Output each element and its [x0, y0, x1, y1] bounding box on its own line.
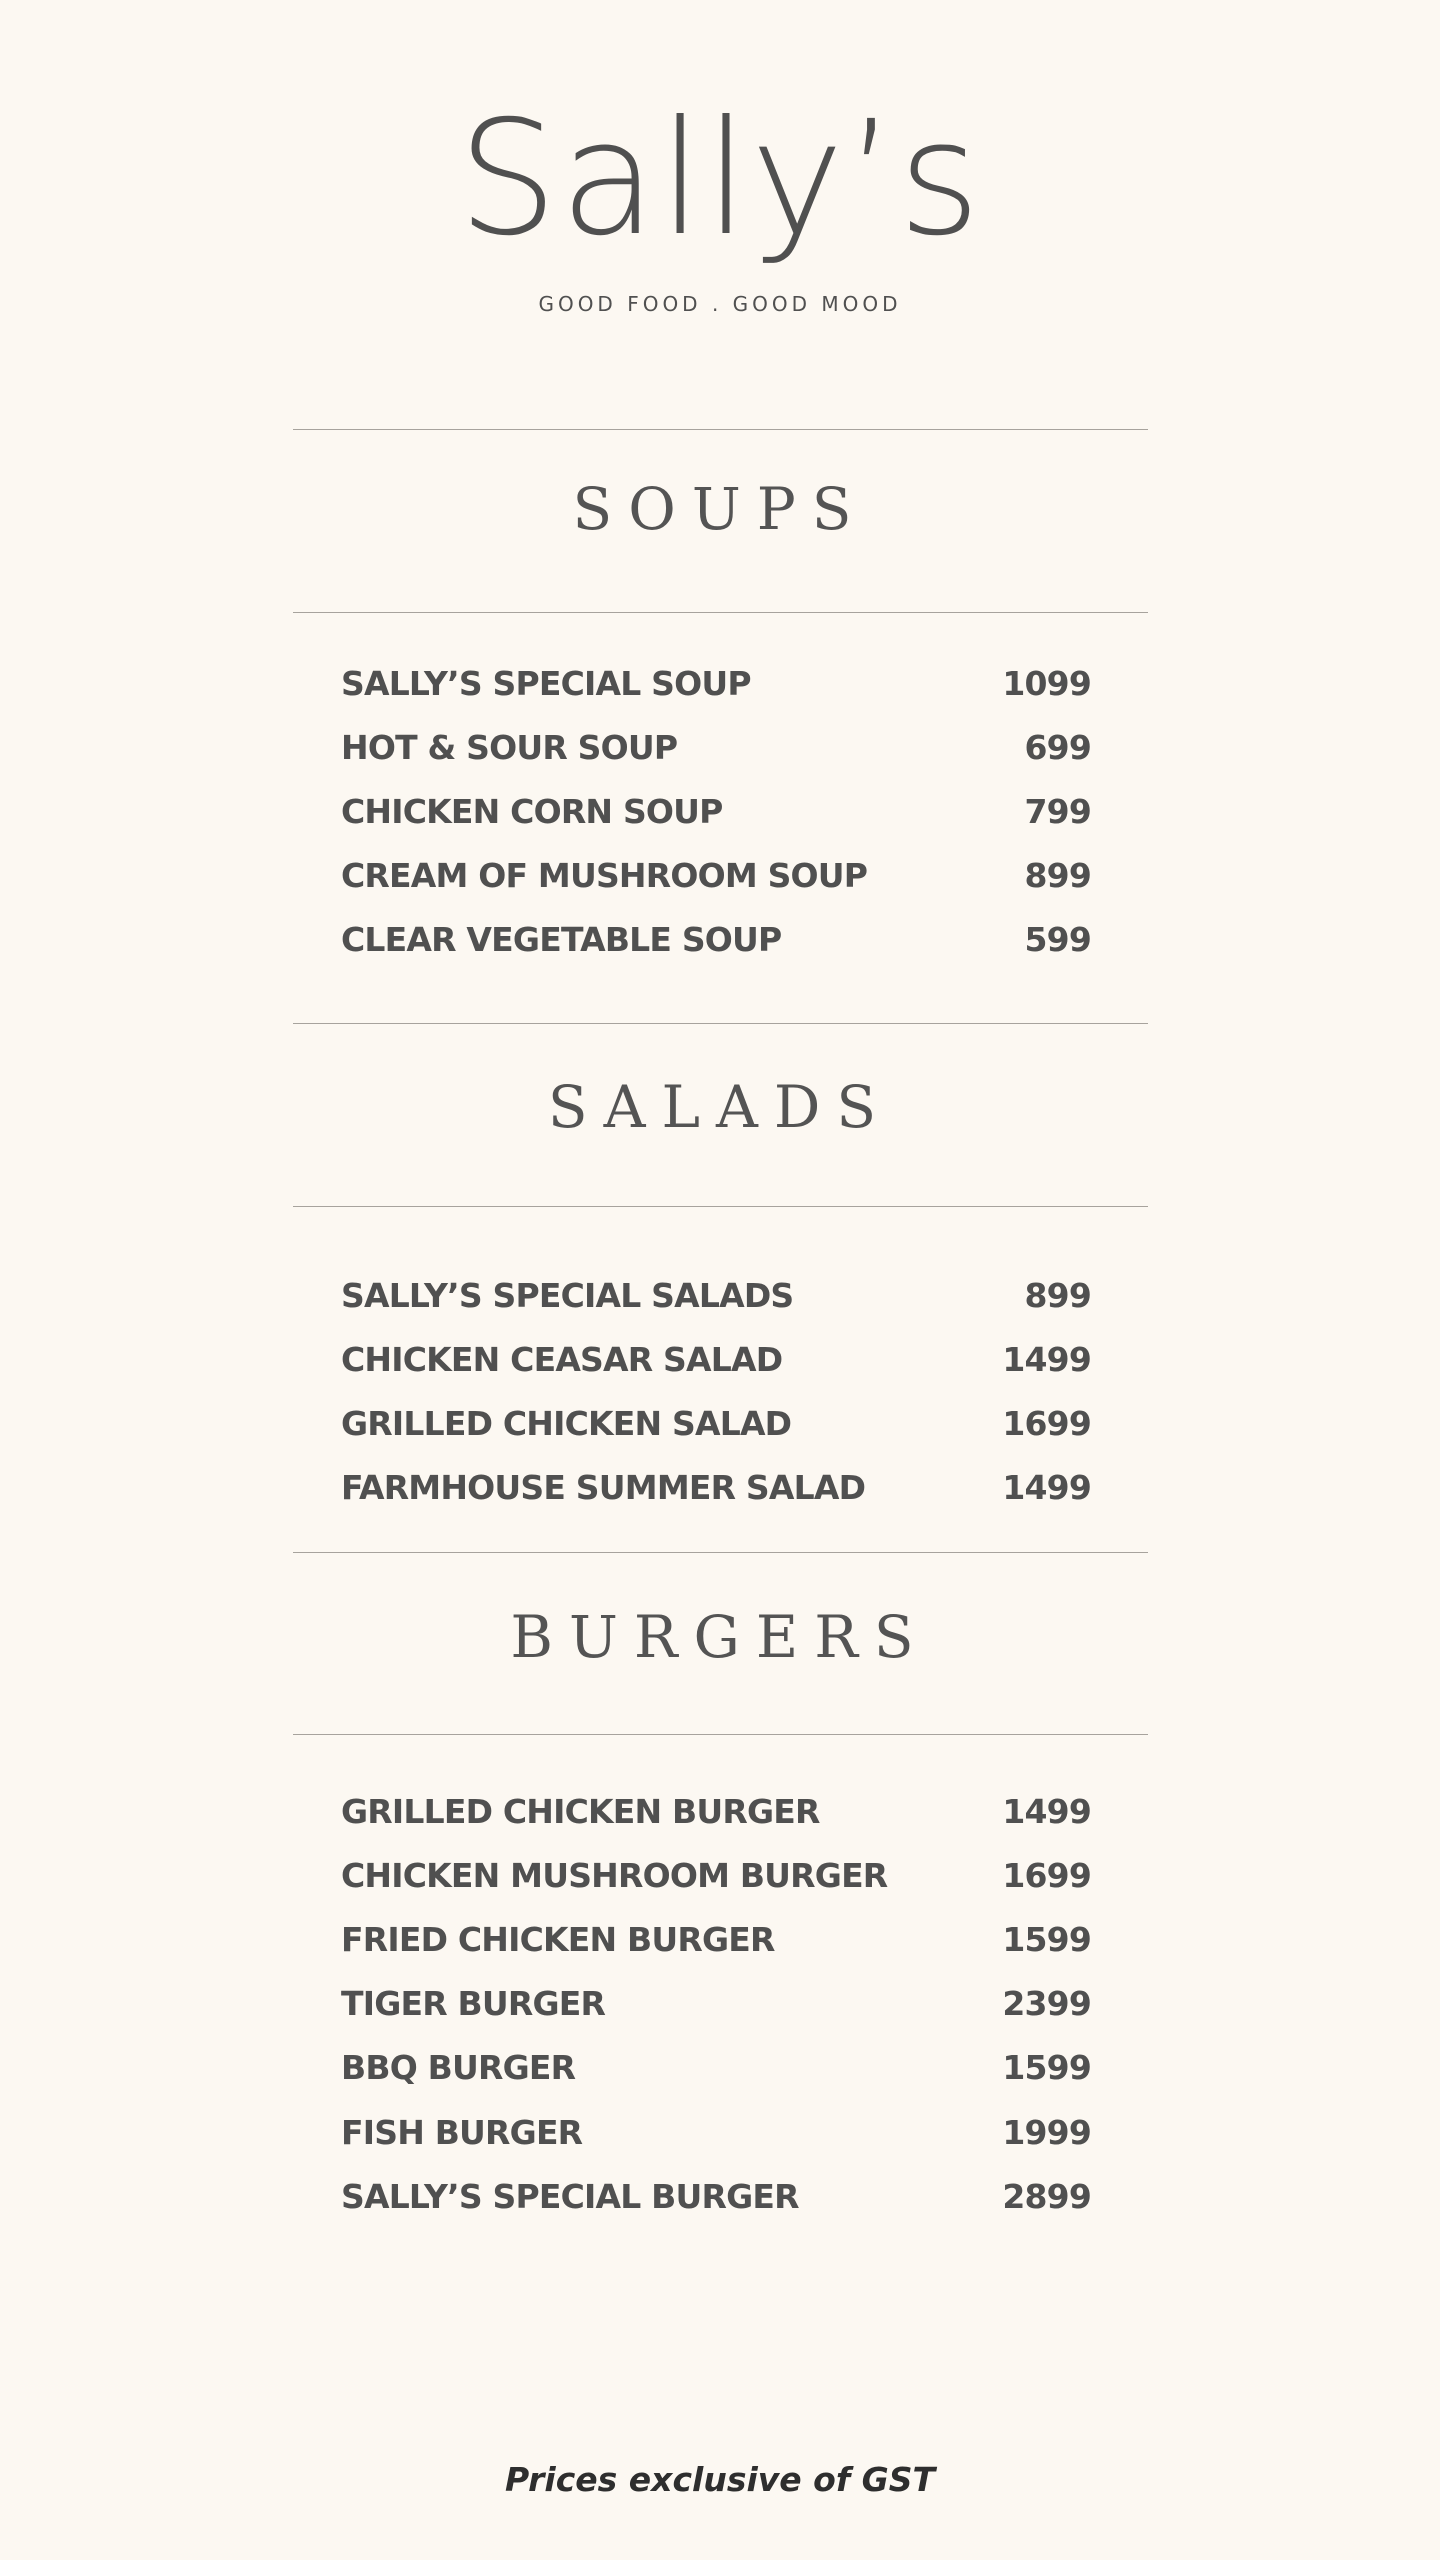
list-item [341, 1391, 1091, 1455]
list-item [341, 2100, 1091, 2164]
item-price: 1599 [1002, 2048, 1091, 2088]
item-price: 1499 [1002, 1791, 1091, 1831]
list-item [341, 1843, 1091, 1907]
soups-list [341, 651, 1091, 972]
divider [293, 612, 1148, 613]
list-item [341, 2036, 1091, 2100]
list-item [341, 715, 1091, 779]
divider [293, 1552, 1148, 1553]
item-name: CREAM OF MUSHROOM SOUP [341, 856, 868, 896]
list-item [341, 1263, 1091, 1327]
list-item [341, 1327, 1091, 1391]
list-item [341, 651, 1091, 715]
list-item [341, 1779, 1091, 1843]
item-price: 1699 [1002, 1855, 1091, 1895]
item-name: BBQ BURGER [341, 2048, 576, 2088]
item-name: FISH BURGER [341, 2112, 583, 2152]
item-price: 2899 [1002, 2176, 1091, 2216]
item-name: CHICKEN CEASAR SALAD [341, 1339, 783, 1379]
list-item [341, 908, 1091, 972]
list-item [341, 844, 1091, 908]
item-name: FARMHOUSE SUMMER SALAD [341, 1468, 866, 1508]
item-price: 2399 [1002, 1984, 1091, 2024]
item-price: 1999 [1002, 2112, 1091, 2152]
tagline: GOOD FOOD . GOOD MOOD [538, 292, 902, 316]
item-price: 699 [1024, 727, 1091, 767]
item-price: 1599 [1002, 1919, 1091, 1959]
item-name: CHICKEN CORN SOUP [341, 791, 723, 831]
list-item [341, 779, 1091, 843]
divider [293, 1023, 1148, 1024]
section-title-burgers: BURGERS [510, 1603, 930, 1671]
list-item [341, 1456, 1091, 1520]
item-name: HOT & SOUR SOUP [341, 727, 678, 767]
list-item [341, 2164, 1091, 2228]
item-name: SALLY’S SPECIAL SOUP [341, 663, 751, 703]
item-name: GRILLED CHICKEN SALAD [341, 1403, 792, 1443]
price-note: Prices exclusive of GST [504, 2460, 936, 2499]
divider [293, 429, 1148, 430]
item-price: 1699 [1002, 1403, 1091, 1443]
brand-logo: Sally’s [457, 87, 983, 271]
item-name: CLEAR VEGETABLE SOUP [341, 920, 782, 960]
divider [293, 1206, 1148, 1207]
item-name: FRIED CHICKEN BURGER [341, 1919, 775, 1959]
section-title-soups: SOUPS [572, 475, 868, 543]
item-name: GRILLED CHICKEN BURGER [341, 1791, 820, 1831]
section-title-salads: SALADS [547, 1073, 893, 1141]
item-price: 899 [1024, 1275, 1091, 1315]
burgers-list [341, 1779, 1091, 2228]
item-name: SALLY’S SPECIAL BURGER [341, 2176, 799, 2216]
item-name: CHICKEN MUSHROOM BURGER [341, 1855, 888, 1895]
item-price: 1099 [1002, 663, 1091, 703]
item-price: 599 [1024, 920, 1091, 960]
item-name: TIGER BURGER [341, 1984, 606, 2024]
item-price: 1499 [1002, 1468, 1091, 1508]
list-item [341, 1907, 1091, 1971]
item-price: 1499 [1002, 1339, 1091, 1379]
divider [293, 1734, 1148, 1735]
item-price: 899 [1024, 856, 1091, 896]
item-name: SALLY’S SPECIAL SALADS [341, 1275, 794, 1315]
list-item [341, 1972, 1091, 2036]
item-price: 799 [1024, 791, 1091, 831]
salads-list [341, 1263, 1091, 1520]
